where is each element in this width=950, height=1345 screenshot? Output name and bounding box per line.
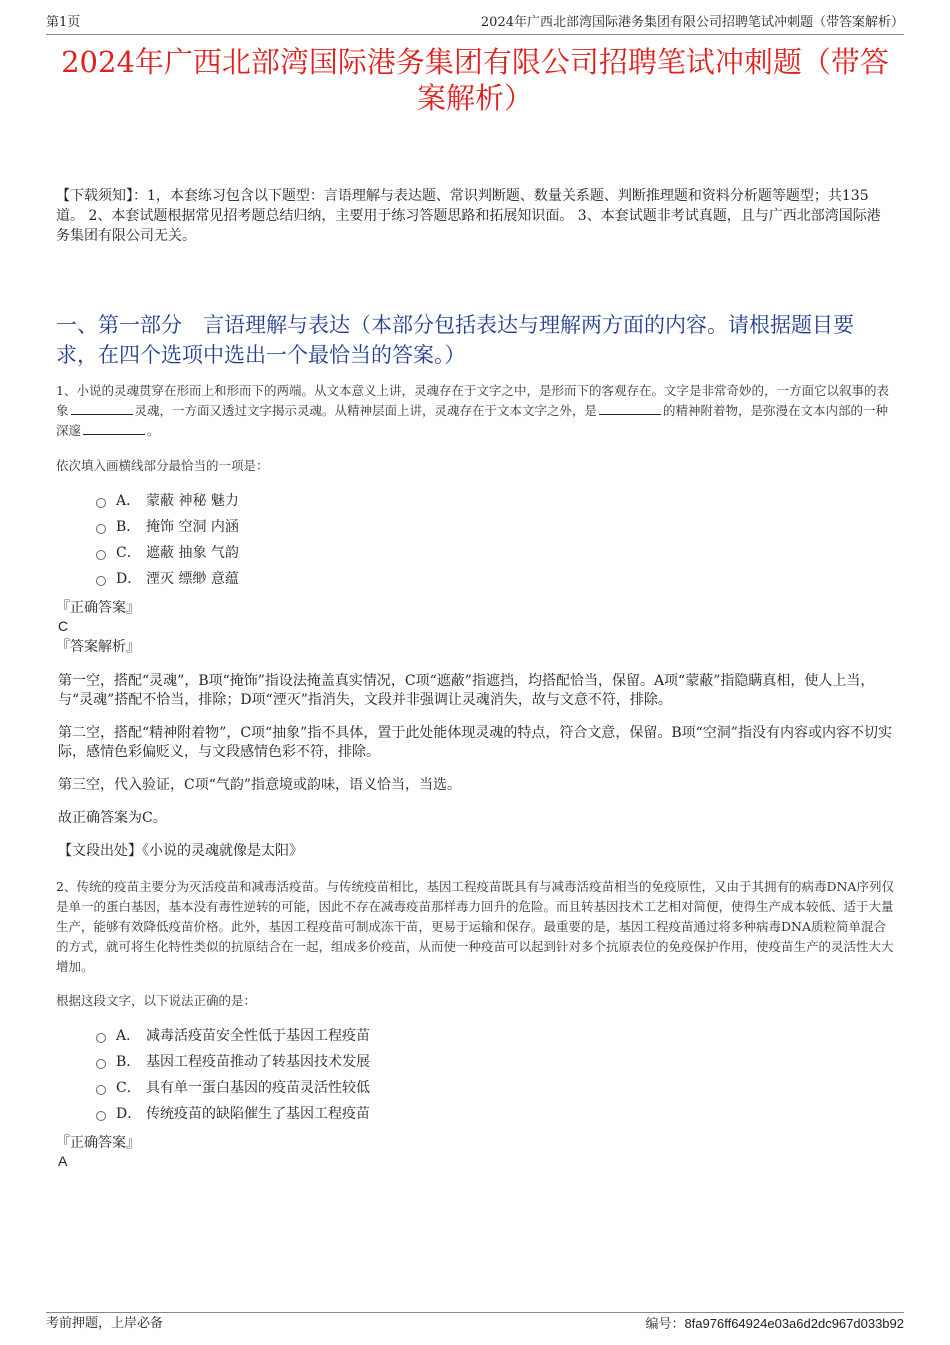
radio-button[interactable]	[96, 576, 106, 586]
radio-button[interactable]	[96, 1085, 106, 1095]
page-number: 第1页	[46, 15, 81, 30]
option-letter: A．	[116, 493, 141, 509]
analysis-paragraph: 故正确答案为C。	[58, 810, 167, 826]
radio-button[interactable]	[96, 498, 106, 508]
question-1-text-part: 灵魂，一方面又透过文字揭示灵魂。从精神层面上讲，灵魂存在于文本文字之外，是	[134, 403, 598, 418]
option-text: 蒙蔽 神秘 魅力	[146, 493, 239, 509]
option-letter: D．	[116, 571, 142, 587]
footer-code-value: 8fa976ff64924e03a6d2dc967d033b92	[684, 1316, 904, 1331]
option-b[interactable]	[96, 1049, 370, 1075]
option-text: 减毒活疫苗安全性低于基因工程疫苗	[146, 1028, 370, 1044]
option-letter: C．	[116, 1080, 141, 1096]
correct-answer: C	[58, 618, 69, 634]
answer-analysis	[58, 672, 894, 842]
fill-blank	[83, 422, 145, 435]
answer-label: 『正确答案』	[56, 600, 140, 616]
section-heading: 一、第一部分 言语理解与表达（本部分包括表达与理解两方面的内容。请根据题目要求，在四个选项中选出一个最恰当的答案。）	[56, 313, 854, 367]
question-2-text: 2、传统的疫苗主要分为灭活疫苗和减毒活疫苗。与传统疫苗相比，基因工程疫苗既具有与减毒活疫苗相当的免疫原性，又由于其拥有的病毒DNA序列仅是单一的蛋白基因，基本没有毒性逆转的可能，因此不存在减毒疫苗那样毒力回升的危险。而且转基因技术工艺相对简便，使得生产成本较低、适于大量生产，能够有效降低疫苗价格。此外，基因工程疫苗可制成冻干苗，更易于运输和保存。最重要的是，基因工程疫苗通过将多种病毒DNA质粒简单混合的方式，就可将生化特性类似的抗原结合在一起，组成多价疫苗，从而使一种疫苗可以起到针对多个抗原表位的免疫保护作用，使疫苗生产的灵活性大大增加。	[56, 879, 894, 974]
question-1-text-part: 的精神附着物，是弥漫在文本内部的一种深邃	[56, 403, 889, 438]
question-2-prompt: 根据这段文字，以下说法正确的是：	[56, 993, 257, 1008]
option-text: 遮蔽 抽象 气韵	[146, 545, 239, 561]
question-1-options	[96, 488, 239, 592]
radio-button[interactable]	[96, 550, 106, 560]
radio-button[interactable]	[96, 524, 106, 534]
option-c[interactable]	[96, 540, 239, 566]
footer-code-label: 编号：	[645, 1317, 685, 1332]
option-text: 湮灭 缥缈 意蕴	[146, 571, 239, 587]
option-text: 具有单一蛋白基因的疫苗灵活性较低	[146, 1080, 370, 1096]
option-text: 基因工程疫苗推动了转基因技术发展	[146, 1054, 370, 1070]
option-letter: A．	[116, 1028, 141, 1044]
fill-blank	[599, 402, 661, 415]
header-doc-title: 2024年广西北部湾国际港务集团有限公司招聘笔试冲刺题（带答案解析）	[480, 15, 904, 30]
question-1-text-part: 1、小说的灵魂贯穿在形而上和形而下的两端。从文本意义上讲，灵魂存在于文字之中，是形而下的客观存在。文字是非常奇妙的，一方面它以叙事的表象	[56, 383, 889, 418]
page-header	[46, 14, 904, 35]
option-letter: C．	[116, 545, 141, 561]
question-1-text-part: 。	[147, 423, 160, 438]
source-citation: 【文段出处】《小说的灵魂就像是太阳》	[58, 843, 303, 859]
option-d[interactable]	[96, 566, 239, 592]
option-d[interactable]	[96, 1101, 370, 1127]
question-2-options	[96, 1023, 370, 1127]
option-letter: D．	[116, 1106, 142, 1122]
download-notice: 【下载须知】：1，本套练习包含以下题型：言语理解与表达题、常识判断题、数量关系题、判断推理题和资料分析题等题型；共135道。 2、本套试题根据常见招考题总结归纳，主要用于练习答题思路和拓展知识面。 3、本套试题非考试真题，且与广西北部湾国际港务集团有限公司无关。	[56, 188, 881, 244]
option-a[interactable]	[96, 488, 239, 514]
option-letter: B．	[116, 519, 141, 535]
page-footer	[46, 1312, 904, 1335]
answer-label: 『正确答案』	[56, 1135, 140, 1151]
radio-button[interactable]	[96, 1111, 106, 1121]
footer-slogan: 考前押题，上岸必备	[46, 1316, 164, 1331]
analysis-paragraph: 第三空，代入验证，C项“气韵”指意境或韵味，语义恰当，当选。	[58, 777, 462, 793]
document-title: 2024年广西北部湾国际港务集团有限公司招聘笔试冲刺题（带答案解析）	[61, 45, 889, 115]
analysis-paragraph: 第一空，搭配“灵魂”，B项“掩饰”指设法掩盖真实情况，C项“遮蔽”指遮挡，均搭配恰当，保留。A项“蒙蔽”指隐瞒真相，使人上当，与“灵魂”搭配不恰当，排除；D项“湮灭”指消失，文段并非强调让灵魂消失，故与文意不符，排除。	[58, 673, 875, 708]
option-b[interactable]	[96, 514, 239, 540]
radio-button[interactable]	[96, 1059, 106, 1069]
radio-button[interactable]	[96, 1033, 106, 1043]
question-1-text	[56, 381, 894, 441]
analysis-paragraph: 第二空，搭配“精神附着物”，C项“抽象”指不具体，置于此处能体现灵魂的特点，符合文意，保留。B项“空洞”指没有内容或内容不切实际，感情色彩偏贬义，与文段感情色彩不符，排除。	[58, 725, 892, 760]
option-c[interactable]	[96, 1075, 370, 1101]
option-text: 传统疫苗的缺陷催生了基因工程疫苗	[146, 1106, 370, 1122]
option-text: 掩饰 空洞 内涵	[146, 519, 239, 535]
footer-code	[645, 1315, 904, 1334]
fill-blank	[71, 402, 133, 415]
option-letter: B．	[116, 1054, 141, 1070]
question-1-prompt: 依次填入画横线部分最恰当的一项是：	[56, 458, 269, 473]
correct-answer: A	[58, 1153, 68, 1169]
option-a[interactable]	[96, 1023, 370, 1049]
analysis-label: 『答案解析』	[56, 639, 140, 655]
